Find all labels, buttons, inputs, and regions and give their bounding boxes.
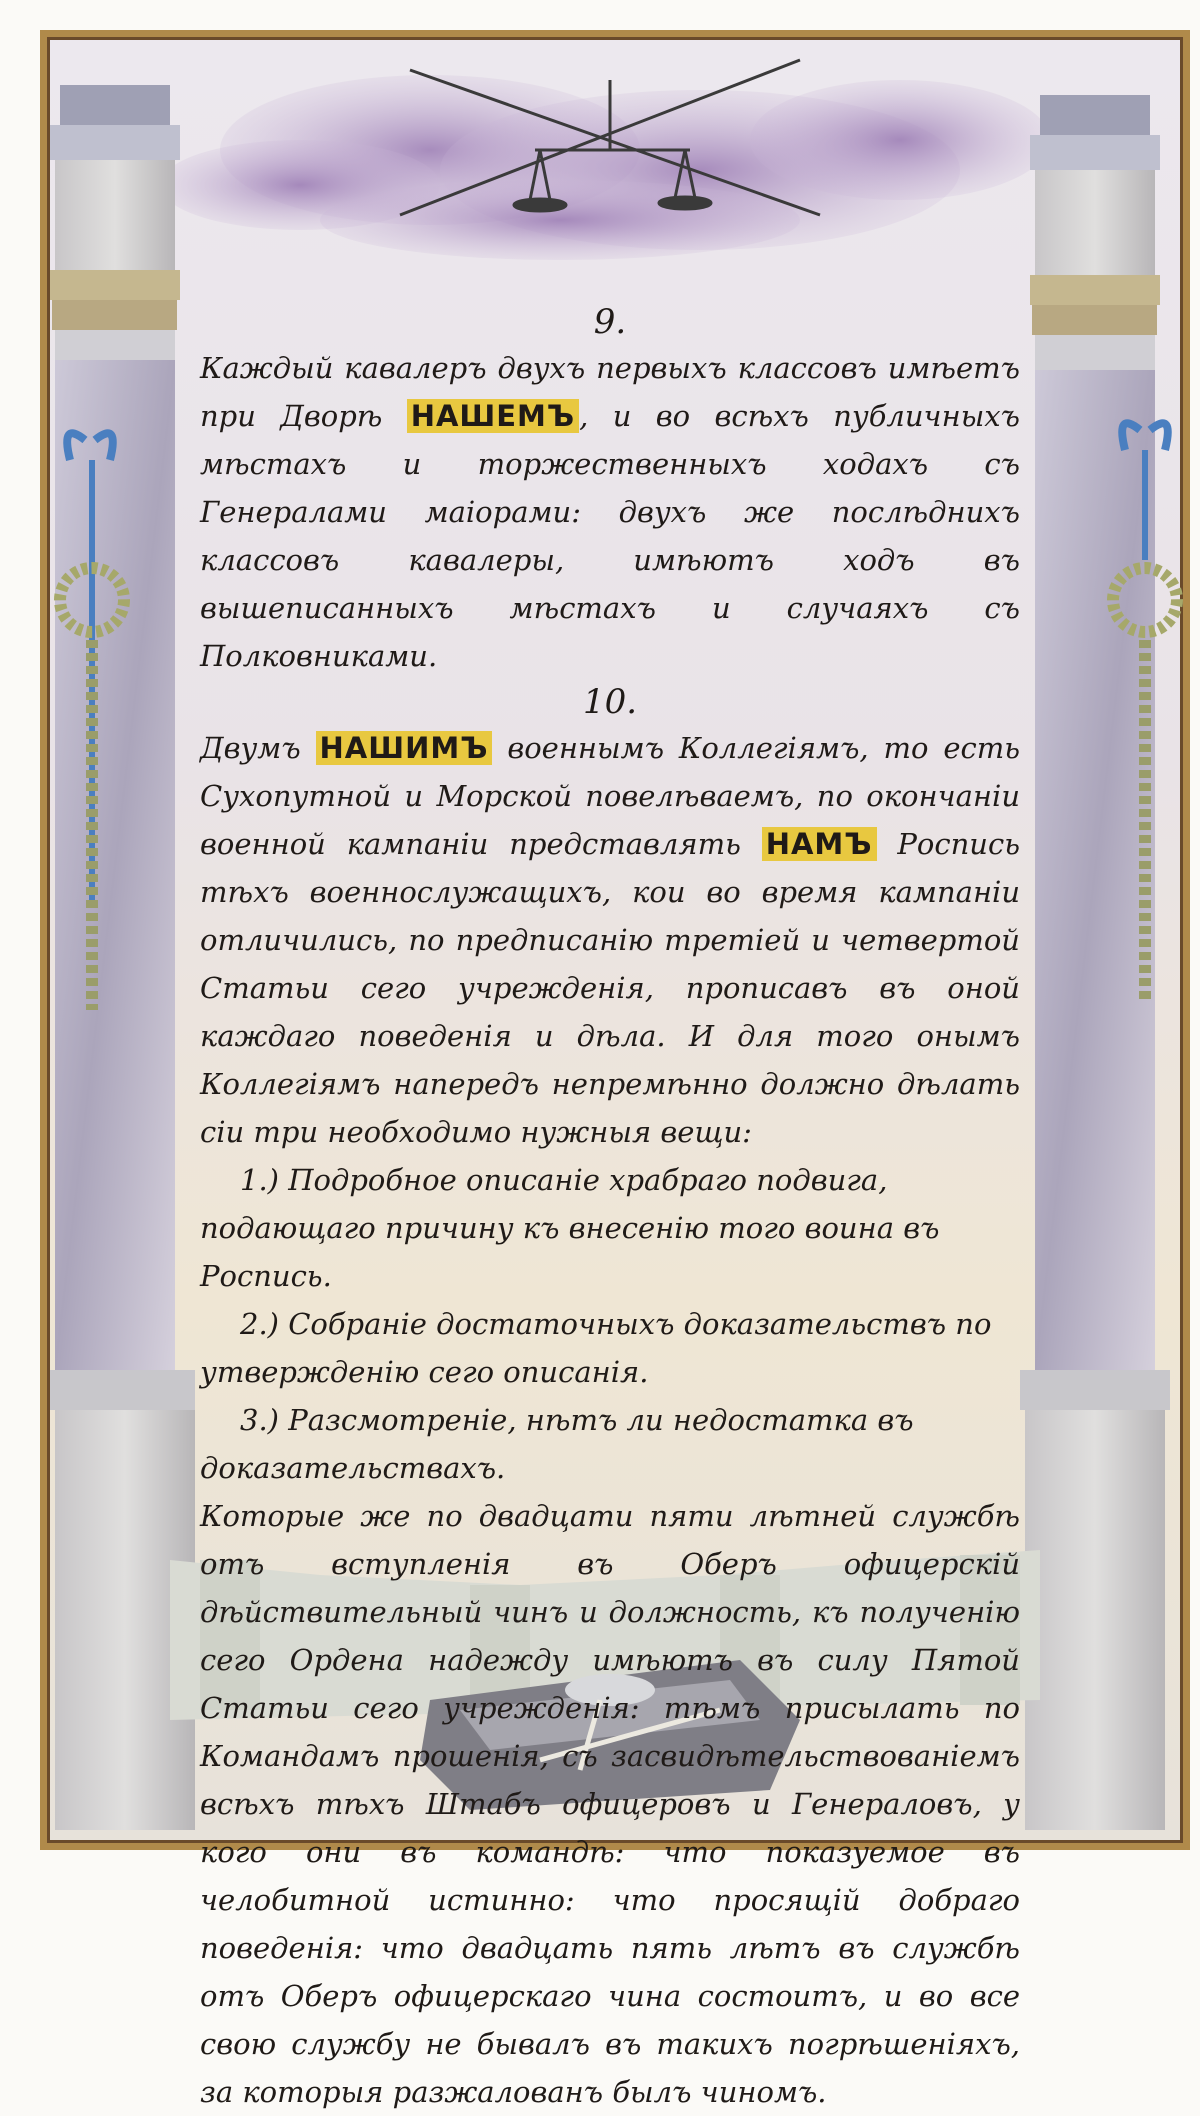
section-10-text-2: военнымъ Коллегiямъ, то есть Сухопутной и Морской повелѣваемъ, по окончанiи военной кампанiи представлять	[200, 731, 1021, 861]
section-10-caps-1: НАШИМЪ	[316, 731, 493, 765]
section-10-paragraph	[200, 724, 1020, 1156]
section-10-number: 10.	[582, 682, 638, 722]
section-9-text-b: , и во всѣхъ публичныхъ мѣстахъ и торжественныхъ ходахъ съ Генералами маiорами: двухъ же послѣднихъ классовъ кавалеры, имѣютъ ходъ въ вышеписанныхъ мѣстахъ и случаяхъ съ Полковниками.	[200, 399, 1020, 673]
section-10-text-1: Двумъ	[200, 731, 301, 765]
right-column	[1020, 95, 1170, 1830]
section-9-number: 9.	[593, 302, 627, 342]
section-10-text-3: Роспись тѣхъ военнослужащихъ, кои во время кампанiи отличились, по предписанiю третiей и четвертой Статьи сего учрежденiя, прописавъ въ оной каждаго поведенiя и дѣла. И для того онымъ Коллегiямъ напередъ непремѣнно должно дѣлать сiи три необходимо нужныя вещи:	[200, 827, 1021, 1149]
section-10-closing: Которые же по двадцати пяти лѣтней службѣ отъ вступленiя въ Оберъ офицерскiй дѣйствительный чинъ и должность, къ полученiю сего Ордена надежду имѣютъ въ силу Пятой Статьи сего учрежденiя: тѣмъ присылать по Командамъ прошенiя, съ засвидѣтельствованiемъ всѣхъ тѣхъ Штабъ офицеровъ и Генераловъ, у кого они въ командѣ: что показуемое въ челобитной истинно: что просящiй добраго поведенiя: что двадцать пять лѣтъ въ службѣ отъ Оберъ офицерскаго чина состоитъ, и во все свою службу не бывалъ въ такихъ погрѣшенiяхъ, за которыя разжалованъ былъ чиномъ.	[200, 1499, 1020, 2109]
section-9-text-a: Каждый кавалеръ двухъ первыхъ классовъ имѣетъ при Дворѣ	[200, 351, 1020, 433]
cloud-decoration	[160, 75, 1050, 260]
section-9-paragraph	[200, 344, 1020, 680]
list-item: 2.) Собранiе достаточныхъ доказательствъ по утвержденiю сего описанiя.	[200, 1307, 992, 1389]
section-9-caps: НАШЕМЪ	[407, 399, 579, 433]
section-10-caps-2: НАМЪ	[762, 827, 877, 861]
manuscript-text	[200, 300, 1021, 2109]
list-item: 3.) Разсмотренiе, нѣтъ ли недостатка въ доказательствахъ.	[200, 1403, 914, 1485]
list-item: 1.) Подробное описанiе храбраго подвига, подающаго причину къ внесенiю того воина въ Роспись.	[200, 1163, 940, 1293]
